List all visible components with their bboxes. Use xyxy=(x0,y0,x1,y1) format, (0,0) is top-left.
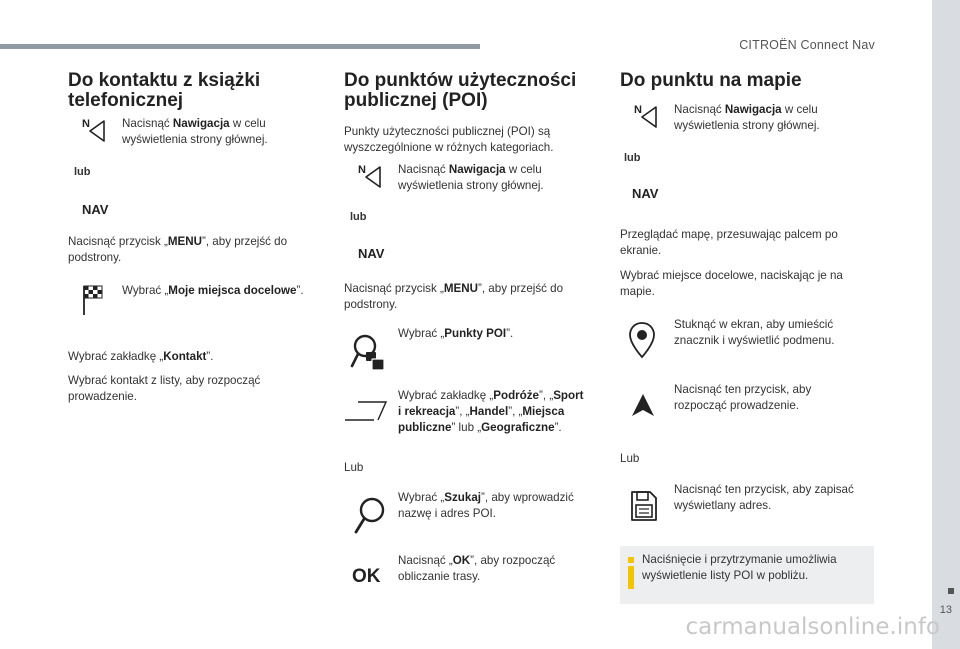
info-text: Naciśnięcie i przytrzymanie umożliwia xyxy=(642,553,837,566)
section-title-contact: Do kontaktu z książki xyxy=(68,70,261,91)
step-navigation-text-l2: wyświetlenia strony głównej. xyxy=(122,133,268,146)
navigation-arrow-icon: N xyxy=(634,104,660,130)
poi-intro-text: Punkty użyteczności publicznej (POI) są xyxy=(344,125,551,138)
section-title-contact-l2: telefonicznej xyxy=(68,90,184,111)
navigation-arrow-icon: N xyxy=(82,118,108,144)
save-address-text-l2: wyświetlany adres. xyxy=(674,499,772,512)
favourites-text: Wybrać „Moje miejsca docelowe”. xyxy=(122,284,304,297)
step-navigation-text: Nacisnąć Nawigacja w celu xyxy=(398,163,542,176)
ok-text: Nacisnąć „OK”, aby rozpocząć xyxy=(398,554,556,567)
ok-text-l2: obliczanie trasy. xyxy=(398,570,481,583)
lub-label-2: Lub xyxy=(344,461,364,474)
info-text-l2: wyświetlenie listy POI w pobliżu. xyxy=(642,569,809,582)
page-marker xyxy=(948,588,954,594)
search-text: Wybrać „Szukaj”, aby wprowadzić xyxy=(398,491,574,504)
start-guidance-text-l2: rozpocząć prowadzenie. xyxy=(674,399,800,412)
poi-tabs-text-l2: i rekreacja”, „Handel”, „Miejsca xyxy=(398,405,565,418)
poi-intro-text-l2: wyszczególnione w różnych kategoriach. xyxy=(344,141,554,154)
lub-label: lub xyxy=(74,166,91,178)
save-icon xyxy=(630,490,658,522)
ok-button-label: OK xyxy=(352,566,381,587)
checkered-flag-icon xyxy=(82,284,104,316)
start-guidance-icon xyxy=(630,392,656,418)
step-navigation-text: Nacisnąć Nawigacja w celu xyxy=(122,117,266,130)
info-box xyxy=(620,546,874,604)
brand-label: CITROËN Connect Nav xyxy=(739,38,875,52)
browse-map-text: Przeglądać mapę, przesuwając palcem po xyxy=(620,228,838,241)
poi-tabs-text: Wybrać zakładkę „Podróże”, „Sport xyxy=(398,389,584,402)
section-title-poi-l2: publicznej (POI) xyxy=(344,90,488,111)
section-title-poi: Do punktów użyteczności xyxy=(344,70,577,91)
map-pin-icon xyxy=(628,321,656,359)
watermark: carmanualsonline.info xyxy=(685,614,940,640)
nav-button-label: NAV xyxy=(632,186,659,201)
side-strip xyxy=(932,0,960,649)
section-title-map: Do punktu na mapie xyxy=(620,70,802,91)
poi-tabs-text-l3: publiczne” lub „Geograficzne”. xyxy=(398,421,562,434)
step-navigation-text-l2: wyświetlenia strony głównej. xyxy=(674,119,820,132)
tap-screen-text-l2: znacznik i wyświetlić podmenu. xyxy=(674,334,835,347)
nav-button-label: NAV xyxy=(358,246,385,261)
poi-select-text: Wybrać „Punkty POI”. xyxy=(398,327,514,340)
choose-contact-text: Wybrać kontakt z listy, aby rozpocząć xyxy=(68,374,261,387)
nav-button-label: NAV xyxy=(82,202,109,217)
menu-text-l2: podstrony. xyxy=(68,251,122,264)
step-navigation-text-l2: wyświetlenia strony głównej. xyxy=(398,179,544,192)
save-address-text: Nacisnąć ten przycisk, aby zapisać xyxy=(674,483,854,496)
search-text-l2: nazwę i adres POI. xyxy=(398,507,496,520)
road-tab-icon xyxy=(344,400,388,422)
page-number: 13 xyxy=(939,604,952,616)
contact-tab-text: Wybrać zakładkę „Kontakt”. xyxy=(68,350,214,363)
menu-text-l2: podstrony. xyxy=(344,298,398,311)
start-guidance-text: Nacisnąć ten przycisk, aby xyxy=(674,383,812,396)
choose-destination-text-l2: mapie. xyxy=(620,285,655,298)
browse-map-text-l2: ekranie. xyxy=(620,244,662,257)
choose-contact-text-l2: prowadzenie. xyxy=(68,390,137,403)
step-navigation-text: Nacisnąć Nawigacja w celu xyxy=(674,103,818,116)
poi-search-icon xyxy=(350,332,388,372)
header-rule xyxy=(0,44,480,49)
search-icon xyxy=(352,496,388,536)
tap-screen-text: Stuknąć w ekran, aby umieścić xyxy=(674,318,834,331)
menu-text: Nacisnąć przycisk „MENU”, aby przejść do xyxy=(68,235,288,248)
lub-label: lub xyxy=(624,152,641,164)
menu-text: Nacisnąć przycisk „MENU”, aby przejść do xyxy=(344,282,564,295)
navigation-arrow-icon: N xyxy=(358,164,384,190)
choose-destination-text: Wybrać miejsce docelowe, naciskając je na xyxy=(620,269,843,282)
info-icon xyxy=(626,556,636,590)
lub-label: lub xyxy=(350,211,367,223)
lub-label-2: Lub xyxy=(620,452,640,465)
